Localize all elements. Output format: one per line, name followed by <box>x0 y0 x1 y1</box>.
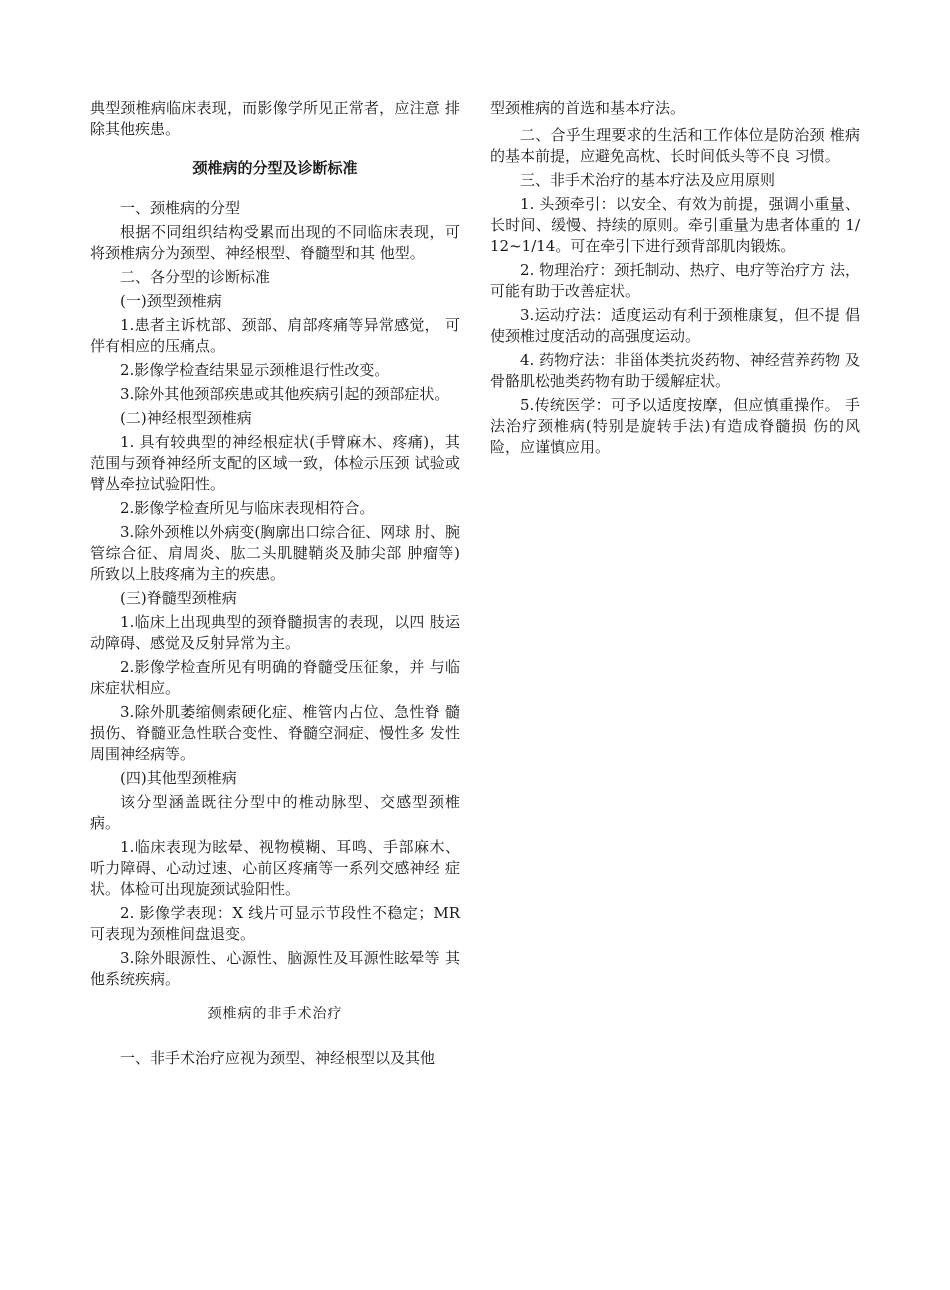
list-item: 1. 头颈牵引：以安全、有效为前提，强调小重量、 长时间、缓慢、持续的原则。牵引重量为患者体重的 1/12~1/14。可在牵引下进行颈背部肌肉锻炼。 <box>490 195 860 255</box>
subsection-title-myelopathy: (三)脊髓型颈椎病 <box>120 589 237 607</box>
subsection-title-radiculopathy: (二)神经根型颈椎病 <box>120 409 252 427</box>
list-item: 1.临床表现为眩晕、视物模糊、耳鸣、手部麻木、 听力障碍、心动过速、心前区疼痛等一系列交感神经 症状。体检可出现旋颈试验阳性。 <box>90 838 460 898</box>
list-item: 4. 药物疗法：非甾体类抗炎药物、神经营养药物 及骨骼肌松弛类药物有助于缓解症状。 <box>490 351 860 390</box>
subsection-title-neck-type: (一)颈型颈椎病 <box>120 292 222 310</box>
list-item: 2. 物理治疗：颈托制动、热疗、电疗等治疗方 法，可能有助于改善症状。 <box>490 261 860 300</box>
list-item: 2.影像学检查所见有明确的脊髓受压征象，并 与临床症状相应。 <box>90 658 460 697</box>
right-column <box>490 98 860 461</box>
section-title-therapies: 三、非手术治疗的基本疗法及应用原则 <box>520 171 776 189</box>
list-item: 1.临床上出现典型的颈脊髓损害的表现，以四 肢运动障碍、感觉及反射异常为主。 <box>90 613 460 652</box>
list-item: 3.除外肌萎缩侧索硬化症、椎管内占位、急性脊 髓损伤、脊髓亚急性联合变性、脊髓空洞症、慢性多 发性周围神经病等。 <box>90 703 460 763</box>
paragraph-intro: 典型颈椎病临床表现，而影像学所见正常者，应注意 排除其他疾患。 <box>90 99 460 138</box>
list-item: 3.除外眼源性、心源性、脑源性及耳源性眩晕等 其他系统疾病。 <box>90 949 460 988</box>
section-title-types: 一、颈椎病的分型 <box>120 199 241 217</box>
list-item: 2.影像学检查结果显示颈椎退行性改变。 <box>120 361 390 379</box>
paragraph-types: 根据不同组织结构受累而出现的不同临床表现，可将颈椎病分为颈型、神经根型、脊髓型和其 他型。 <box>90 223 460 262</box>
paragraph-nonsurgical-1: 一、非手术治疗应视为颈型、神经根型以及其他 <box>120 1049 436 1067</box>
list-item: 3.运动疗法：适度运动有利于颈椎康复，但不提 倡使颈椎过度活动的高强度运动。 <box>490 306 860 345</box>
left-column <box>90 98 460 1072</box>
section-heading-nonsurgical: 颈椎病的非手术治疗 <box>207 1006 343 1022</box>
list-item: 3.除外其他颈部疾患或其他疾病引起的颈部症状。 <box>120 385 450 403</box>
list-item: 1.患者主诉枕部、颈部、肩部疼痛等异常感觉， 可伴有相应的压痛点。 <box>90 316 460 355</box>
list-item: 1. 具有较典型的神经根症状(手臂麻木、疼痛)，其范围与颈脊神经所支配的区域一致，体检示压颈 试验或臂丛牵拉试验阳性。 <box>90 433 460 493</box>
section-heading-classification: 颈椎病的分型及诊断标准 <box>192 159 358 177</box>
paragraph-posture: 二、合乎生理要求的生活和工作体位是防治颈 椎病的基本前提，应避免高枕、长时间低头等不良 习惯。 <box>490 126 860 165</box>
list-item: 3.除外颈椎以外病变(胸廓出口综合征、网球 肘、腕管综合征、肩周炎、肱二头肌腱鞘炎及肺尖部 肿瘤等)所致以上肢疼痛为主的疾患。 <box>90 523 460 583</box>
list-item: 5.传统医学：可予以适度按摩，但应慎重操作。 手法治疗颈椎病(特别是旋转手法)有造成脊髓损 伤的风险，应谨慎应用。 <box>490 396 860 456</box>
section-title-criteria: 二、各分型的诊断标准 <box>120 268 271 286</box>
subsection-title-other-type: (四)其他型颈椎病 <box>120 769 237 787</box>
paragraph-continued: 型颈椎病的首选和基本疗法。 <box>490 99 686 117</box>
list-item: 2.影像学检查所见与临床表现相符合。 <box>120 499 375 517</box>
paragraph-other-type: 该分型涵盖既往分型中的椎动脉型、交感型颈椎病。 <box>90 793 460 832</box>
list-item: 2. 影像学表现：X 线片可显示节段性不稳定；MR 可表现为颈椎间盘退变。 <box>90 904 460 943</box>
